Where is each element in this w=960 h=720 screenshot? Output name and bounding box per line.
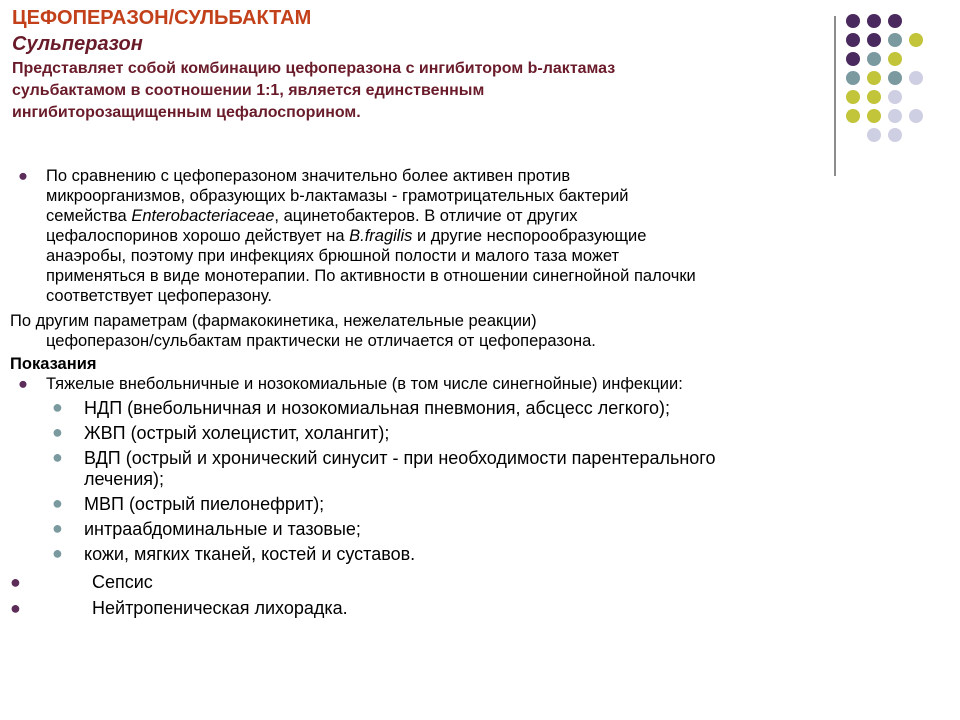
decorative-dot [909, 33, 923, 47]
description-line: сульбактамом в соотношении 1:1, является единственным [12, 82, 485, 99]
decorative-dot [867, 90, 881, 104]
sub-bullet-icon: ● [52, 518, 63, 538]
sub-bullet-item [10, 519, 950, 540]
indications-heading: Показания [10, 355, 97, 373]
description-line: ингибиторозащищенным цефалоспорином. [12, 104, 361, 121]
sub-bullet-icon: ● [52, 422, 63, 442]
decorative-dot [909, 109, 923, 123]
decorative-dot [888, 109, 902, 123]
decorative-dot [909, 71, 923, 85]
description-line: Представляет собой комбинацию цефоперазона с ингибитором b-лактамаз [12, 60, 616, 77]
decorative-dot [888, 14, 902, 28]
slide-heading [12, 6, 812, 124]
bullet-item [10, 166, 950, 306]
sub-bullet-item [10, 448, 950, 490]
text-line: интраабдоминальные и тазовые; [84, 519, 361, 539]
sub-bullet-icon: ● [52, 493, 63, 513]
decorative-dot [867, 128, 881, 142]
bullet-item [10, 571, 950, 593]
decorative-dot-grid [846, 14, 956, 164]
italic-term: Enterobacteriaceae [131, 207, 275, 225]
text-line: НДП (внебольничная и нозокомиальная пневмония, абсцесс легкого); [84, 398, 671, 418]
decorative-dot [846, 52, 860, 66]
slide-title: ЦЕФОПЕРАЗОН/СУЛЬБАКТАМ [12, 7, 312, 29]
text-part: и другие неспорообразующие [412, 227, 647, 245]
text-line: По другим параметрам (фармакокинетика, нежелательные реакции) [10, 312, 537, 330]
sub-bullet-icon: ● [52, 543, 63, 563]
decorative-dot [846, 71, 860, 85]
text-line [46, 226, 950, 246]
slide-subtitle: Сульперазон [12, 33, 143, 55]
sub-bullet-item [10, 398, 950, 419]
bullet-item [10, 597, 950, 619]
decorative-dot [888, 33, 902, 47]
italic-term: B.fragilis [349, 227, 413, 245]
sub-bullet-item [10, 494, 950, 515]
text-line: применяться в виде монотерапии. По активности в отношении синегнойной палочки [46, 267, 696, 285]
decorative-dot [888, 128, 902, 142]
text-line [46, 206, 950, 226]
bullet-item [10, 374, 950, 394]
sub-bullet-icon: ● [52, 447, 63, 467]
decorative-dot [867, 52, 881, 66]
text-line: ЖВП (острый холецистит, холангит); [84, 423, 390, 443]
divider-line [834, 16, 836, 176]
text-part: , ацинетобактеров. В отличие от других [274, 207, 578, 225]
bullet-icon: ● [10, 598, 21, 618]
decorative-dot [846, 33, 860, 47]
sub-bullet-item [10, 544, 950, 565]
text-line: ВДП (острый и хронический синусит - при необходимости парентерального [84, 448, 716, 468]
text-part: цефалоспоринов хорошо действует на [46, 227, 350, 245]
text-line: кожи, мягких тканей, костей и суставов. [84, 544, 416, 564]
paragraph [10, 311, 950, 351]
text-part: семейства [46, 207, 132, 225]
text-line: цефоперазон/сульбактам практически не отличается от цефоперазона. [46, 332, 596, 350]
bullet-icon: ● [18, 167, 28, 185]
text-line: По сравнению с цефоперазоном значительно более активен против [46, 167, 571, 185]
text-line: анаэробы, поэтому при инфекциях брюшной полости и малого таза может [46, 247, 620, 265]
decorative-dot [867, 71, 881, 85]
text-line: МВП (острый пиелонефрит); [84, 494, 325, 514]
decorative-dot [867, 109, 881, 123]
slide-body [10, 166, 950, 619]
text-line: микроорганизмов, образующих b-лактамазы - грамотрицательных бактерий [46, 187, 629, 205]
sub-bullet-item [10, 423, 950, 444]
bullet-icon: ● [10, 572, 21, 592]
bullet-icon: ● [18, 375, 28, 393]
text-line: лечения); [84, 469, 165, 489]
decorative-dot [867, 14, 881, 28]
slide-description [12, 58, 812, 124]
text-line: Тяжелые внебольничные и нозокомиальные (в том числе синегнойные) инфекции: [46, 375, 683, 393]
decorative-dot [846, 14, 860, 28]
text-line: Нейтропеническая лихорадка. [92, 598, 348, 618]
text-line: соответствует цефоперазону. [46, 287, 272, 305]
decorative-dot [888, 71, 902, 85]
sub-bullet-icon: ● [52, 397, 63, 417]
decorative-dot [846, 90, 860, 104]
decorative-dot [888, 90, 902, 104]
decorative-dot [846, 109, 860, 123]
decorative-dot [867, 33, 881, 47]
decorative-dot [888, 52, 902, 66]
text-line: Сепсис [92, 572, 153, 592]
